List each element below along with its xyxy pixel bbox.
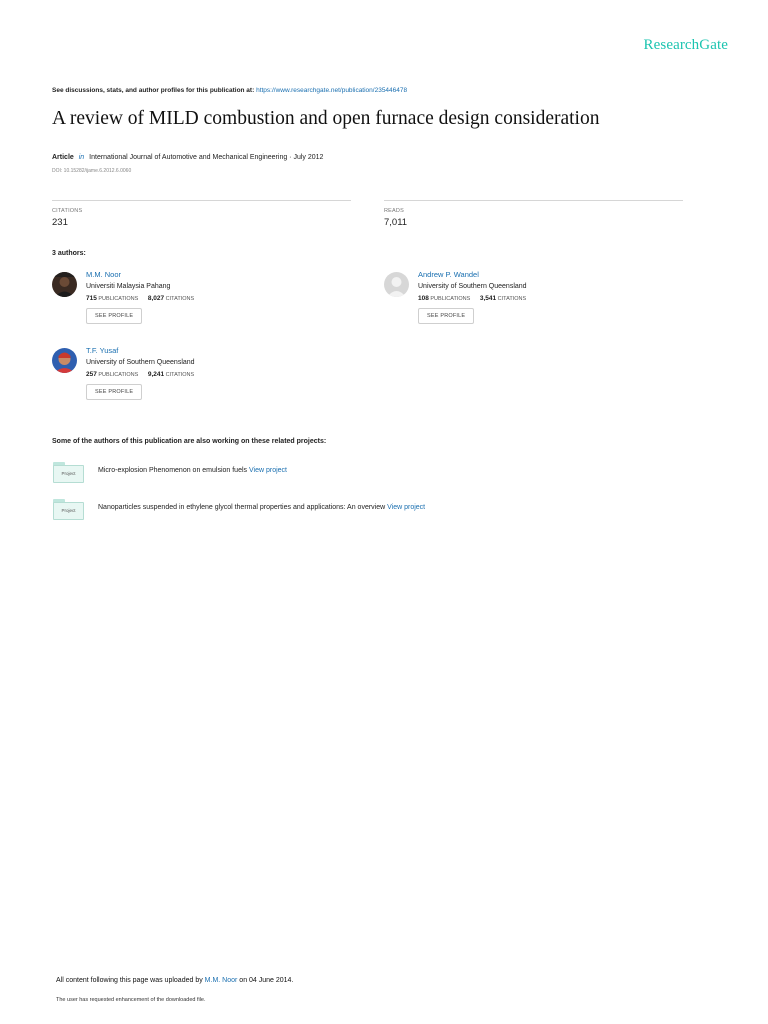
author-citations-label: CITATIONS [165,372,195,378]
related-projects-heading: Some of the authors of this publication are also working on these related projects: [52,438,327,445]
doi: DOI: 10.15282/ijame.6.2012.6.0060 [52,168,132,174]
project-folder-icon [52,499,84,519]
see-profile-button[interactable]: SEE PROFILE [418,308,474,324]
upload-notice [56,977,293,984]
upload-prefix: All content following this page was uploaded by [56,977,203,984]
profile-notice-text: See discussions, stats, and author profiles for this publication at: [52,87,255,94]
researchgate-logo[interactable]: ResearchGate [643,37,728,53]
publications-label: PUBLICATIONS [98,296,139,302]
author-name[interactable]: Andrew P. Wandel [418,270,479,279]
author-stats [86,295,346,302]
project-folder-icon [52,462,84,482]
author-name[interactable]: T.F. Yusaf [86,346,119,355]
avatar[interactable] [52,272,77,297]
publications-count: 257 [86,371,97,378]
avatar[interactable] [52,348,77,373]
author-stats [86,371,346,378]
enhancement-note: The user has requested enhancement of the downloaded file. [56,997,206,1003]
reads-count: 7,011 [384,217,408,228]
author-institution: University of Southern Queensland [86,359,195,366]
author-institution: University of Southern Queensland [418,283,527,290]
citations-count: 231 [52,217,68,228]
publications-count: 108 [418,295,429,302]
author-name[interactable]: M.M. Noor [86,270,122,279]
see-profile-button[interactable]: SEE PROFILE [86,308,142,324]
author-stats [418,295,678,302]
publication-type: Article [52,154,74,161]
publication-url-link[interactable]: https://www.researchgate.net/publication/235446478 [256,87,408,94]
author-institution: Universiti Malaysia Pahang [86,283,171,290]
see-profile-button[interactable]: SEE PROFILE [86,384,142,400]
project-folder-label: Project [53,465,84,483]
citations-stat [52,200,351,228]
reads-label: READS [384,208,404,214]
authors-heading: 3 authors: [52,250,86,257]
publications-label: PUBLICATIONS [430,296,471,302]
project-folder-label: Project [53,502,84,520]
author-citations-label: CITATIONS [165,296,195,302]
author-citations-count: 3,541 [479,295,497,302]
reads-stat [384,200,683,228]
avatar[interactable] [384,272,409,297]
project-title: Micro-explosion Phenomenon on emulsion fuels [98,467,248,474]
publication-in: in [78,154,85,161]
uploader-link[interactable]: M.M. Noor [204,977,238,984]
project-title: Nanoparticles suspended in ethylene glycol thermal properties and applications: An overview [98,504,386,511]
publication-title: A review of MILD combustion and open furnace design consideration [52,108,600,129]
author-citations-count: 8,027 [147,295,165,302]
profile-notice [52,87,407,94]
view-project-link[interactable]: View project [248,467,287,474]
journal-name: International Journal of Automotive and Mechanical Engineering · July 2012 [89,154,324,161]
publications-label: PUBLICATIONS [98,372,139,378]
view-project-link[interactable]: View project [387,504,426,511]
publications-count: 715 [86,295,97,302]
publication-meta [52,154,323,161]
author-citations-label: CITATIONS [497,296,527,302]
author-citations-count: 9,241 [147,371,165,378]
citations-label: CITATIONS [52,208,83,214]
upload-suffix: on 04 June 2014. [239,977,294,984]
